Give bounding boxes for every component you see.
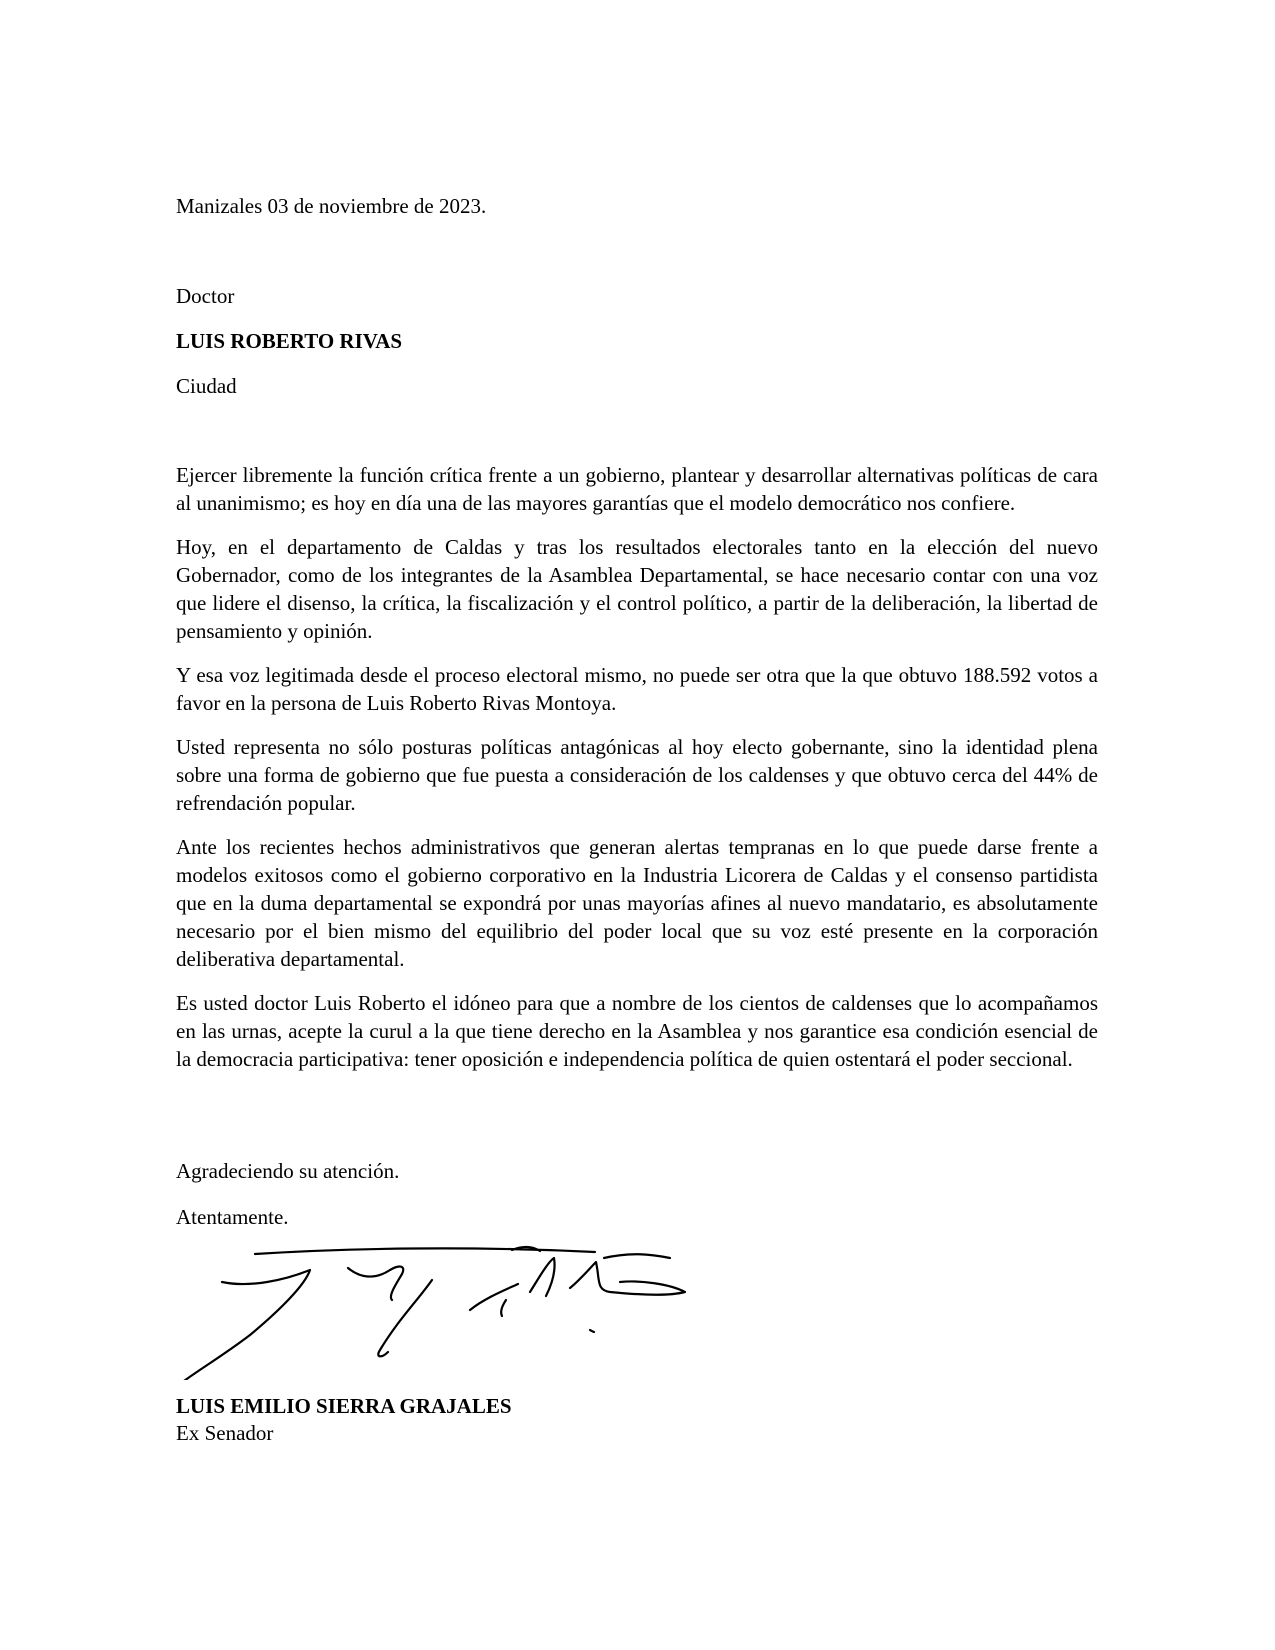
- body-paragraph: Usted representa no sólo posturas políticas antagónicas al hoy electo gobernante, sino la identidad plena sobre una forma de gobierno que fue puesta a consideración de los caldenses y que obtuvo cerca del 44% de refrendación popular.: [176, 735, 1098, 815]
- body-paragraph: Y esa voz legitimada desde el proceso electoral mismo, no puede ser otra que la que obtuvo 188.592 votos a favor en la persona de Luis Roberto Rivas Montoya.: [176, 663, 1098, 715]
- date-line: Manizales 03 de noviembre de 2023.: [176, 194, 487, 218]
- body-paragraph: Es usted doctor Luis Roberto el idóneo para que a nombre de los cientos de caldenses que lo acompañamos en las urnas, acepte la curul a la que tiene derecho en la Asamblea y nos garantice esa condición esencial de la democracia participativa: tener oposición e independencia política de quien ostentará el poder seccional.: [176, 991, 1098, 1071]
- closing-thanks: Agradeciendo su atención.: [176, 1159, 400, 1183]
- body-paragraph: Ante los recientes hechos administrativos que generan alertas tempranas en lo que puede darse frente a modelos exitosos como el gobierno corporativo en la Industria Licorera de Caldas y el consenso partidista que en la duma departamental se expondrá por unas mayorías afines al nuevo mandatario, es absolutamente necesario por el bien mismo del equilibrio del poder local que su voz esté presente en la corporación deliberativa departamental.: [176, 835, 1098, 971]
- body-paragraph: Hoy, en el departamento de Caldas y tras los resultados electorales tanto en la elección del nuevo Gobernador, como de los integrantes de la Asamblea Departamental, se hace necesario contar con una voz que lidere el disenso, la crítica, la fiscalización y el control político, a partir de la deliberación, la libertad de pensamiento y opinión.: [176, 535, 1098, 643]
- handwritten-signature: [170, 1240, 730, 1380]
- salutation: Doctor: [176, 284, 235, 308]
- signer-title: Ex Senador: [176, 1421, 274, 1445]
- letter-body: [176, 461, 1098, 1089]
- recipient-city: Ciudad: [176, 374, 237, 398]
- closing-sign-off: Atentamente.: [176, 1205, 289, 1229]
- body-paragraph: Ejercer libremente la función crítica frente a un gobierno, plantear y desarrollar alternativas políticas de cara al unanimismo; es hoy en día una de las mayores garantías que el modelo democrático nos confiere.: [176, 463, 1098, 515]
- recipient-name: LUIS ROBERTO RIVAS: [176, 329, 403, 353]
- signer-name: LUIS EMILIO SIERRA GRAJALES: [176, 1394, 512, 1418]
